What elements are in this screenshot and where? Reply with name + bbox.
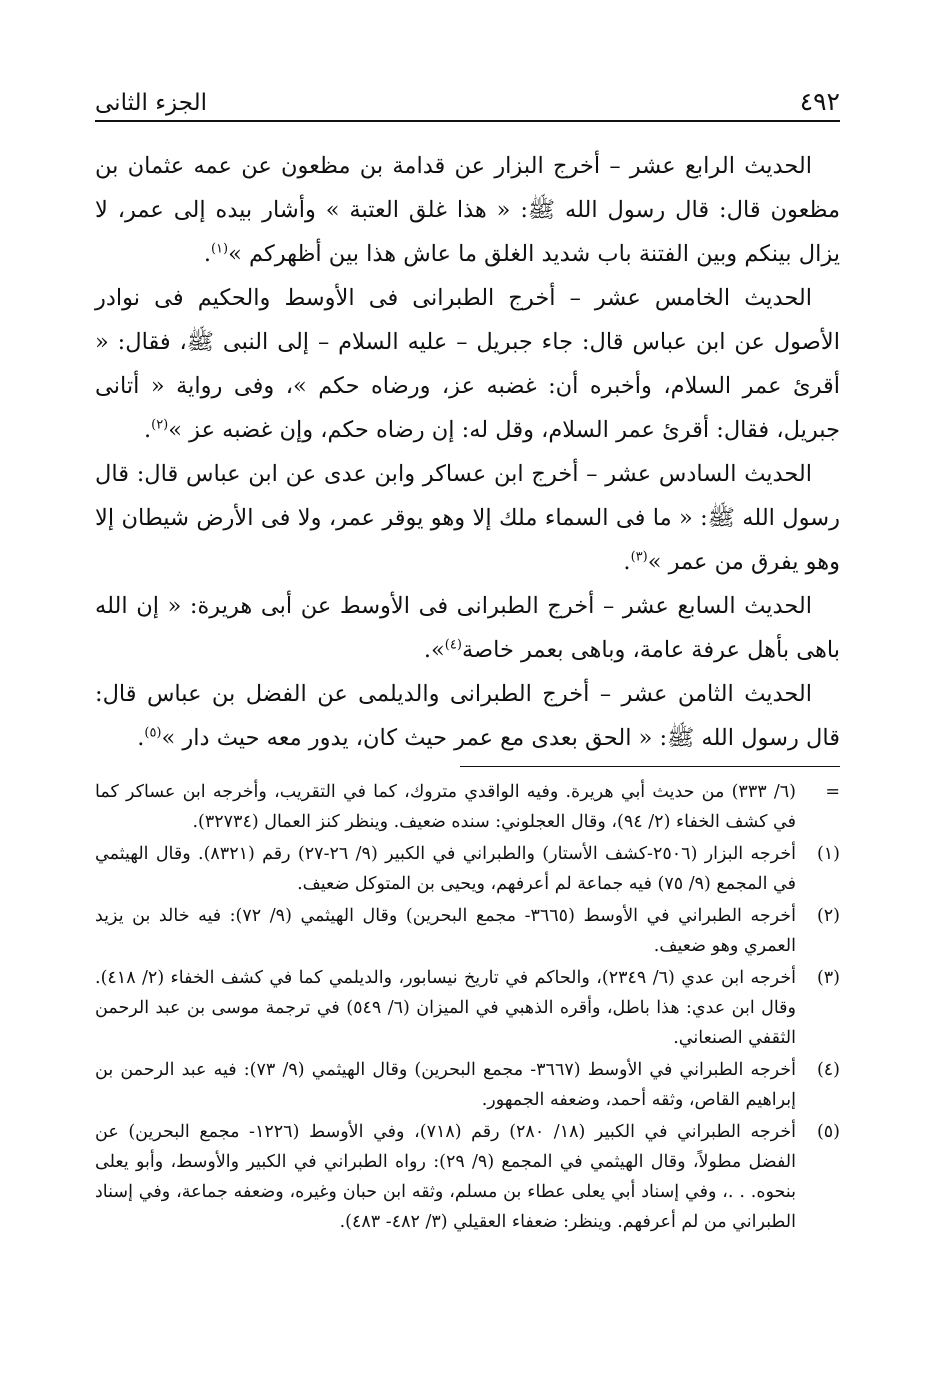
hadith-15: الحديث الخامس عشر – أخرج الطبرانى فى الأوسط والحكيم فى نوادر الأصول عن ابن عباس قال: جاء جبريل – عليه السلام – إلى النبى ﷺ، فقال: « أقرئ عمر السلام، وأخبره أن: غضبه عز، ورضاه حكم »، وفى رواية « أتانى جبريل، فقال: أقرئ عمر السلام، وقل له: إن رضاه حكم، وإن غضبه عز »$^{(٢)}$. <box>95 285 840 443</box>
footnote-ref: (١) <box>210 241 229 257</box>
footnote-marker: = <box>825 782 840 802</box>
footnote-marker: (٢) <box>816 906 840 926</box>
running-title: الجزء الثانى <box>95 90 207 116</box>
footnote-marker: (٤) <box>816 1060 840 1080</box>
footnote-ref: (٣) <box>630 549 648 565</box>
footnote-rule <box>460 766 840 767</box>
header-rule <box>95 120 840 122</box>
footnote-text: أخرجه البزار (٢٥٠٦-كشف الأستار) والطبراني في الكبير (٩/ ٢٦-٢٧) رقم (٨٣٢١). وقال الهيثمي في المجمع (٩/ ٧٥) فيه جماعة لم أعرفهم، ويحيى بن المتوكل ضعيف. <box>95 844 797 894</box>
hadith-17: الحديث السابع عشر – أخرج الطبرانى فى الأوسط عن أبى هريرة: « إن الله باهى بأهل عرفة عامة، وباهى بعمر خاصة$^{(٤)}$». <box>95 593 840 663</box>
footnote-5 <box>95 1117 840 1237</box>
footnote-text: أخرجه الطبراني في الكبير (١٨/ ٢٨٠) رقم (٧١٨)، وفي الأوسط (١٢٢٦- مجمع البحرين) عن الفضل مطولاً، وقال الهيثمي في المجمع (٩/ ٢٩): رواه الطبراني في الكبير والأوسط، وأبو يعلى بنحوه. . .، وفي إسناد أبي يعلى عطاء بن مسلم، وثقه ابن حبان وغيره، وضعفه جماعة، وفي إسناد الطبراني من لم أعرفهم. وينظر: ضعفاء العقيلي (٣/ ٤٨٢- ٤٨٣). <box>95 1122 796 1232</box>
footnote-text: أخرجه الطبراني في الأوسط (٣٦٦٧- مجمع البحرين) وقال الهيثمي (٩/ ٧٣): فيه عبد الرحمن بن إبراهيم القاص، وثقه أحمد، وضعفه الجمهور. <box>95 1060 796 1110</box>
footnote-ref: (٢) <box>151 417 169 433</box>
hadith-16: الحديث السادس عشر – أخرج ابن عساكر وابن عدى عن ابن عباس قال: قال رسول الله ﷺ: « ما فى السماء ملك إلا وهو يوقر عمر، ولا فى الأرض شيطان إلا وهو يفرق من عمر »$^{(٣)}$. <box>95 461 840 575</box>
footnote-2 <box>95 901 840 961</box>
footnote-1 <box>95 839 840 899</box>
footnote-continuation <box>95 777 840 837</box>
footnote-text: (٦/ ٣٣٣) من حديث أبي هريرة. وفيه الواقدي متروك، كما في التقريب، وأخرجه ابن عساكر كما في كشف الخفاء (٢/ ٩٤)، وقال العجلوني: سنده ضعيف. وينظر كنز العمال (٣٢٧٣٤). <box>95 782 796 832</box>
footnote-marker: (١) <box>816 844 840 864</box>
footnote-marker: (٥) <box>816 1122 840 1142</box>
hadith-14: الحديث الرابع عشر – أخرج البزار عن قدامة بن مظعون عن عمه عثمان بن مظعون قال: قال رسول الله ﷺ: « هذا غلق العتبة » وأشار بيده إلى عمر، لا يزال بينكم وبين الفتنة باب شديد الغلق ما عاش هذا بين أظهركم »$^{(١)}$. <box>95 153 840 267</box>
footnotes <box>95 777 840 1237</box>
footnote-ref: (٥) <box>144 725 162 741</box>
page-number: ٤٩٢ <box>799 87 840 116</box>
main-text <box>95 144 840 760</box>
footnote-3 <box>95 963 840 1053</box>
page-header <box>95 72 840 116</box>
page <box>95 72 840 1239</box>
footnote-marker: (٣) <box>816 968 840 988</box>
hadith-18: الحديث الثامن عشر – أخرج الطبرانى والديلمى عن الفضل بن عباس قال: قال رسول الله ﷺ: « الحق بعدى مع عمر حيث كان، يدور معه حيث دار »$^{(٥)}$. <box>95 681 840 751</box>
footnote-ref: (٤) <box>444 637 462 653</box>
footnote-4 <box>95 1055 840 1115</box>
footnote-text: أخرجه ابن عدي (٦/ ٢٣٤٩)، والحاكم في تاريخ نيسابور، والديلمي كما في كشف الخفاء (٢/ ٤١٨). وقال ابن عدي: هذا باطل، وأقره الذهبي في الميزان (٦/ ٥٤٩) في ترجمة موسى بن عبد الرحمن الثقفي الصنعاني. <box>95 968 797 1048</box>
footnote-text: أخرجه الطبراني في الأوسط (٣٦٦٥- مجمع البحرين) وقال الهيثمي (٩/ ٧٢): فيه خالد بن يزيد العمري وهو ضعيف. <box>95 906 796 956</box>
